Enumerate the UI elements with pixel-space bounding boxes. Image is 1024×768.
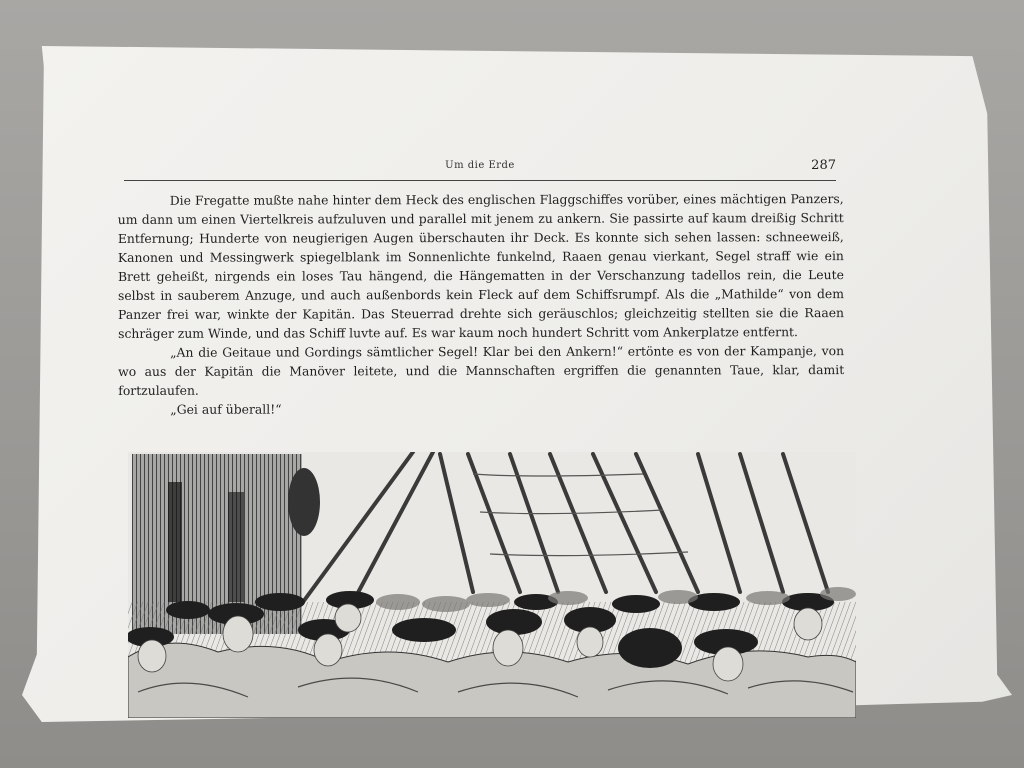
engraving-illustration [128, 452, 856, 718]
paragraph-1: Die Fregatte mußte nahe hinter dem Heck des englischen Flaggschiffes vorüber, eines mächtigen Panzers, um dann um einen Viertelkreis aufzuluven und parallel mit jenem zu ankern. Sie passirte auf kaum dreißig Schritt Entfernung; Hunderte von neugierigen Augen überschauten ihr Deck. Es konnte sich sehen lassen: schneeweiß, Kanonen und Messingwerk spiegelblank im Sonnenlichte funkelnd, Raaen genau vierkant, Segel straff wie ein Brett geheißt, nirgends ein loses Tau hängend, die Hängematten in der Verschanzung tadellos rein, die Leute selbst in sauberem Anzuge, und auch außenbords kein Fleck auf dem Schiffsrumpf. Als die „Mathilde“ von dem Panzer frei war, winkte der Kapitän. Das Steuerrad drehte sich geräuschlos; gleichzeitig stellten sie die Raaen schräger zum Winde, und das Schiff luvte auf. Es war kaum noch hundert Schritt vom Ankerplatze entfernt. [117, 191, 845, 341]
page-number: 287 [811, 158, 836, 173]
body-text [118, 189, 845, 419]
engraving-sailors-picture [128, 452, 856, 718]
running-head [124, 160, 836, 181]
paragraph-3: „Gei auf überall!“ [170, 401, 282, 417]
paragraph-2: „An die Geitaue und Gordings sämtlicher Segel! Klar bei den Ankern!“ ertönte es von der Kampanje, von wo aus der Kapitän die Manöver leitete, und die Mannschaften ergriffen die genannten Taue, klar, damit fortzulaufen. [118, 343, 845, 398]
running-head-title: Um die Erde [445, 160, 515, 171]
